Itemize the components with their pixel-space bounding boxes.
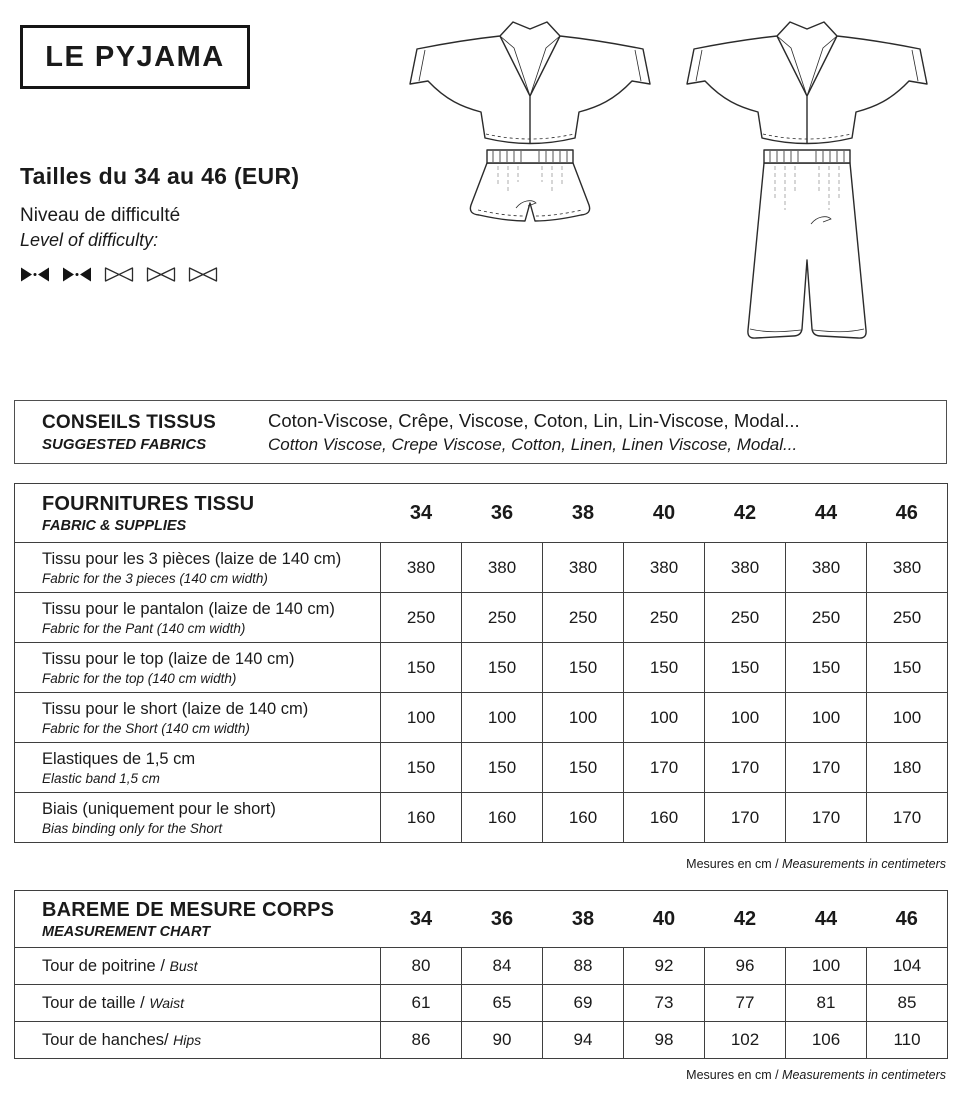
size-column-header: 34 (381, 891, 462, 948)
difficulty-label-fr: Niveau de difficulté (20, 205, 181, 226)
measurement-value-cell: 94 (543, 1022, 624, 1059)
supply-value-cell: 150 (543, 643, 624, 693)
measurement-value-cell: 90 (462, 1022, 543, 1059)
supply-label-fr: Biais (uniquement pour le short) (42, 799, 276, 818)
units-note (686, 857, 946, 871)
supply-value-cell: 150 (624, 643, 705, 693)
measurement-value-cell: 61 (381, 985, 462, 1022)
measurement-label-en: Waist (149, 994, 185, 1011)
units-note-en: Measurements in centimeters (782, 1068, 946, 1082)
supply-value-cell: 100 (705, 693, 786, 743)
measurement-value-cell: 110 (867, 1022, 948, 1059)
suggested-fabrics-label (15, 412, 268, 453)
supply-value-cell: 380 (462, 543, 543, 593)
fabrics-list-en: Cotton Viscose, Crepe Viscose, Cotton, Linen, Linen Viscose, Modal... (268, 434, 798, 454)
supply-value-cell: 160 (462, 793, 543, 843)
suggested-fabrics-list (268, 410, 800, 455)
units-note-en: Measurements in centimeters (782, 857, 946, 871)
supply-value-cell: 100 (543, 693, 624, 743)
measurement-value-cell: 65 (462, 985, 543, 1022)
measurement-table (14, 890, 948, 1059)
fabrics-list-fr: Coton-Viscose, Crêpe, Viscose, Coton, Lin, Lin-Viscose, Modal... (268, 409, 800, 431)
supply-value-cell: 150 (786, 643, 867, 693)
supplies-title-fr: FOURNITURES TISSU (42, 492, 255, 515)
supply-value-cell: 100 (462, 693, 543, 743)
size-column-header: 36 (462, 484, 543, 543)
supply-value-cell: 100 (624, 693, 705, 743)
size-column-header: 38 (543, 484, 624, 543)
supply-value-cell: 100 (786, 693, 867, 743)
measurement-table-row (15, 1022, 948, 1059)
measurement-row-label (15, 948, 381, 985)
supply-value-cell: 150 (543, 743, 624, 793)
supply-value-cell: 170 (705, 743, 786, 793)
supply-row-label (15, 793, 381, 843)
supply-value-cell: 170 (705, 793, 786, 843)
measurement-value-cell: 73 (624, 985, 705, 1022)
supply-row-label (15, 543, 381, 593)
supply-value-cell: 380 (705, 543, 786, 593)
supply-value-cell: 250 (786, 593, 867, 643)
size-column-header: 40 (624, 484, 705, 543)
supplies-table-row (15, 543, 948, 593)
size-column-header: 40 (624, 891, 705, 948)
bow-outline-icon (104, 266, 134, 288)
size-column-header: 46 (867, 484, 948, 543)
units-note-fr: Mesures en cm / (686, 1068, 783, 1082)
measurement-row-label (15, 1022, 381, 1059)
supply-value-cell: 160 (624, 793, 705, 843)
difficulty-rating (20, 266, 218, 288)
fabrics-title-en: SUGGESTED FABRICS (42, 435, 207, 453)
supply-value-cell: 250 (624, 593, 705, 643)
measurement-value-cell: 84 (462, 948, 543, 985)
sizes-heading: Tailles du 34 au 46 (EUR) (20, 163, 300, 189)
supplies-table-row (15, 743, 948, 793)
supply-value-cell: 180 (867, 743, 948, 793)
measurement-value-cell: 85 (867, 985, 948, 1022)
supply-label-en: Fabric for the top (140 cm width) (42, 670, 237, 686)
supply-value-cell: 170 (624, 743, 705, 793)
measurement-value-cell: 102 (705, 1022, 786, 1059)
measurement-value-cell: 92 (624, 948, 705, 985)
supply-row-label (15, 593, 381, 643)
measurement-label-fr: Tour de hanches/ (42, 1030, 174, 1049)
measurement-value-cell: 77 (705, 985, 786, 1022)
fabrics-title-fr: CONSEILS TISSUS (42, 411, 217, 433)
measurement-label-fr: Tour de poitrine / (42, 956, 170, 975)
size-column-header: 46 (867, 891, 948, 948)
size-column-header: 44 (786, 891, 867, 948)
supply-value-cell: 100 (381, 693, 462, 743)
size-column-header: 34 (381, 484, 462, 543)
supplies-table-title (15, 484, 381, 543)
supply-value-cell: 380 (786, 543, 867, 593)
measurement-value-cell: 100 (786, 948, 867, 985)
measurement-value-cell: 69 (543, 985, 624, 1022)
supply-value-cell: 380 (624, 543, 705, 593)
supply-label-fr: Tissu pour le pantalon (laize de 140 cm) (42, 599, 335, 618)
measurement-value-cell: 80 (381, 948, 462, 985)
supply-label-en: Elastic band 1,5 cm (42, 770, 160, 786)
supply-label-fr: Tissu pour les 3 pièces (laize de 140 cm) (42, 549, 342, 568)
supply-label-en: Fabric for the Short (140 cm width) (42, 720, 250, 736)
supply-value-cell: 250 (867, 593, 948, 643)
pyjama-top-and-shorts-sketch (400, 12, 660, 235)
supply-value-cell: 160 (381, 793, 462, 843)
supplies-table-row (15, 693, 948, 743)
supply-value-cell: 150 (381, 643, 462, 693)
supply-label-fr: Tissu pour le short (laize de 140 cm) (42, 699, 309, 718)
measurement-row-label (15, 985, 381, 1022)
size-column-header: 42 (705, 484, 786, 543)
measurement-title-en: MEASUREMENT CHART (42, 923, 211, 940)
supply-row-label (15, 743, 381, 793)
supplies-title-en: FABRIC & SUPPLIES (42, 517, 187, 534)
measurement-value-cell: 98 (624, 1022, 705, 1059)
measurement-table-row (15, 985, 948, 1022)
measurement-table-wrap (14, 890, 948, 1059)
size-column-header: 44 (786, 484, 867, 543)
pattern-title-box (20, 25, 250, 89)
supplies-table-row (15, 643, 948, 693)
supply-value-cell: 380 (381, 543, 462, 593)
supply-value-cell: 160 (543, 793, 624, 843)
size-column-header: 42 (705, 891, 786, 948)
difficulty-label-en: Level of difficulty: (20, 230, 159, 250)
supply-value-cell: 150 (867, 643, 948, 693)
supply-value-cell: 380 (543, 543, 624, 593)
supply-label-en: Bias binding only for the Short (42, 820, 223, 836)
supplies-table (14, 483, 948, 843)
bow-outline-icon (188, 266, 218, 288)
units-note-fr: Mesures en cm / (686, 857, 783, 871)
bow-filled-icon (20, 266, 50, 288)
measurement-value-cell: 104 (867, 948, 948, 985)
pyjama-top-and-pants-sketch (677, 12, 937, 352)
supply-label-en: Fabric for the Pant (140 cm width) (42, 620, 246, 636)
supply-label-fr: Elastiques de 1,5 cm (42, 749, 196, 768)
supply-value-cell: 100 (867, 693, 948, 743)
supply-label-fr: Tissu pour le top (laize de 140 cm) (42, 649, 295, 668)
supply-row-label (15, 643, 381, 693)
supply-value-cell: 170 (786, 793, 867, 843)
supply-row-label (15, 693, 381, 743)
measurement-value-cell: 106 (786, 1022, 867, 1059)
bow-outline-icon (146, 266, 176, 288)
supply-value-cell: 170 (867, 793, 948, 843)
measurement-value-cell: 96 (705, 948, 786, 985)
supply-label-en: Fabric for the 3 pieces (140 cm width) (42, 570, 268, 586)
supply-value-cell: 250 (462, 593, 543, 643)
supplies-table-wrap (14, 483, 948, 843)
supply-value-cell: 250 (543, 593, 624, 643)
measurement-table-title (15, 891, 381, 948)
measurement-value-cell: 88 (543, 948, 624, 985)
supplies-header-row (15, 484, 948, 543)
supply-value-cell: 150 (705, 643, 786, 693)
supply-value-cell: 150 (462, 743, 543, 793)
measurement-value-cell: 86 (381, 1022, 462, 1059)
supply-value-cell: 250 (705, 593, 786, 643)
supply-value-cell: 170 (786, 743, 867, 793)
bow-filled-icon (62, 266, 92, 288)
difficulty-block (20, 205, 218, 288)
size-column-header: 38 (543, 891, 624, 948)
supplies-table-row (15, 593, 948, 643)
supply-value-cell: 150 (381, 743, 462, 793)
supplies-table-row (15, 793, 948, 843)
measurement-label-en: Hips (173, 1031, 202, 1048)
pattern-title: LE PYJAMA (45, 40, 225, 73)
measurement-title-fr: BAREME DE MESURE CORPS (42, 898, 335, 921)
suggested-fabrics-box (14, 400, 947, 464)
measurement-value-cell: 81 (786, 985, 867, 1022)
size-column-header: 36 (462, 891, 543, 948)
measurement-header-row (15, 891, 948, 948)
measurement-table-row (15, 948, 948, 985)
supply-value-cell: 380 (867, 543, 948, 593)
supply-value-cell: 150 (462, 643, 543, 693)
supply-value-cell: 250 (381, 593, 462, 643)
measurement-label-en: Bust (169, 957, 198, 974)
units-note (686, 1068, 946, 1082)
measurement-label-fr: Tour de taille / (42, 993, 150, 1012)
